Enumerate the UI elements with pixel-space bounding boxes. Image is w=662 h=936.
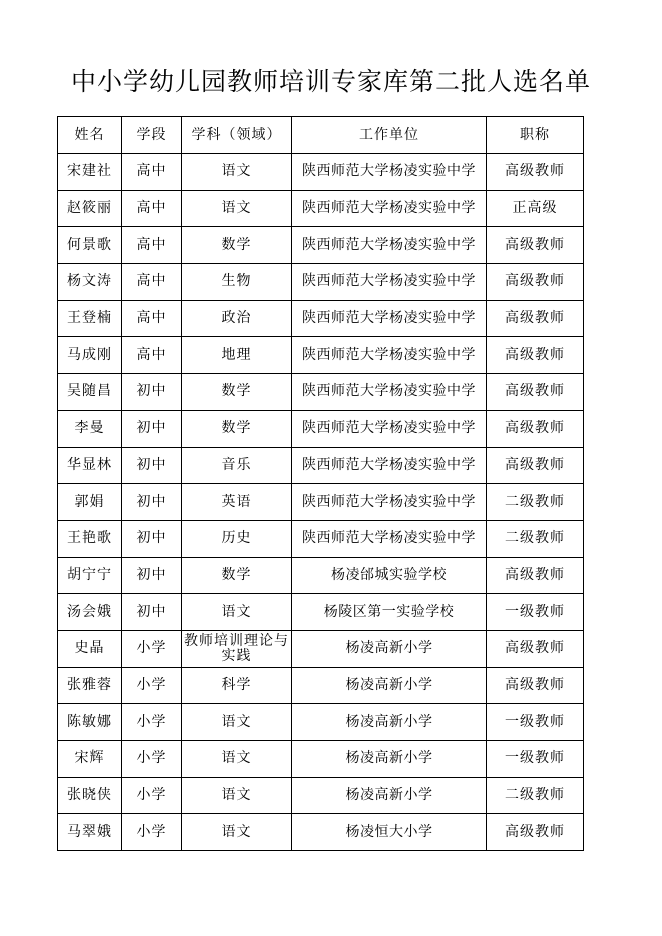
table-row [58,814,584,851]
header-subject: 学科（领域） [182,117,292,154]
table-row [58,704,584,741]
cell-subject: 语文 [182,154,292,191]
cell-stage: 初中 [122,374,182,411]
cell-workplace: 陕西师范大学杨凌实验中学 [292,337,487,374]
cell-name: 马成刚 [58,337,122,374]
cell-subject: 数学 [182,410,292,447]
table-row [58,154,584,191]
cell-title: 高级教师 [487,154,584,191]
table-row [58,264,584,301]
cell-name: 汤会娥 [58,594,122,631]
cell-subject: 数学 [182,557,292,594]
cell-subject: 政治 [182,300,292,337]
cell-workplace: 陕西师范大学杨凌实验中学 [292,447,487,484]
table-row [58,520,584,557]
header-workplace: 工作单位 [292,117,487,154]
cell-stage: 高中 [122,337,182,374]
cell-workplace: 杨凌高新小学 [292,741,487,778]
cell-subject: 音乐 [182,447,292,484]
header-name: 姓名 [58,117,122,154]
cell-workplace: 陕西师范大学杨凌实验中学 [292,520,487,557]
cell-title: 高级教师 [487,557,584,594]
cell-name: 郭娟 [58,484,122,521]
cell-title: 高级教师 [487,814,584,851]
cell-stage: 高中 [122,154,182,191]
cell-stage: 高中 [122,264,182,301]
cell-name: 华显林 [58,447,122,484]
cell-title: 高级教师 [487,227,584,264]
table-header-row [58,117,584,154]
cell-workplace: 杨凌高新小学 [292,630,487,667]
cell-name: 何景歌 [58,227,122,264]
cell-title: 二级教师 [487,484,584,521]
cell-name: 杨文涛 [58,264,122,301]
cell-stage: 初中 [122,484,182,521]
cell-workplace: 陕西师范大学杨凌实验中学 [292,374,487,411]
cell-workplace: 杨凌高新小学 [292,704,487,741]
table-row [58,410,584,447]
cell-name: 陈敏娜 [58,704,122,741]
cell-stage: 高中 [122,190,182,227]
cell-stage: 小学 [122,667,182,704]
cell-name: 马翠娥 [58,814,122,851]
cell-title: 高级教师 [487,337,584,374]
table-row [58,630,584,667]
table-row [58,300,584,337]
cell-workplace: 陕西师范大学杨凌实验中学 [292,227,487,264]
cell-title: 二级教师 [487,777,584,814]
cell-subject: 数学 [182,227,292,264]
cell-name: 史晶 [58,630,122,667]
table-row [58,557,584,594]
cell-title: 高级教师 [487,667,584,704]
cell-subject: 语文 [182,777,292,814]
cell-workplace: 杨凌恒大小学 [292,814,487,851]
table-body [58,154,584,851]
cell-workplace: 杨凌邰城实验学校 [292,557,487,594]
cell-title: 高级教师 [487,374,584,411]
cell-subject: 语文 [182,814,292,851]
cell-name: 张雅蓉 [58,667,122,704]
table-row [58,337,584,374]
cell-title: 高级教师 [487,264,584,301]
cell-workplace: 陕西师范大学杨凌实验中学 [292,264,487,301]
cell-name: 赵筱丽 [58,190,122,227]
header-title: 职称 [487,117,584,154]
cell-workplace: 陕西师范大学杨凌实验中学 [292,484,487,521]
cell-subject: 教师培训理论与实践 [182,630,292,667]
cell-workplace: 陕西师范大学杨凌实验中学 [292,410,487,447]
cell-name: 吴随昌 [58,374,122,411]
cell-title: 高级教师 [487,300,584,337]
cell-workplace: 陕西师范大学杨凌实验中学 [292,154,487,191]
table-row [58,667,584,704]
cell-name: 王登楠 [58,300,122,337]
cell-title: 一级教师 [487,594,584,631]
cell-title: 高级教师 [487,410,584,447]
cell-workplace: 杨凌高新小学 [292,667,487,704]
cell-stage: 小学 [122,741,182,778]
table-row [58,741,584,778]
cell-subject: 地理 [182,337,292,374]
cell-subject: 历史 [182,520,292,557]
cell-name: 宋建社 [58,154,122,191]
cell-stage: 高中 [122,300,182,337]
cell-subject: 科学 [182,667,292,704]
cell-name: 宋辉 [58,741,122,778]
table-row [58,777,584,814]
cell-stage: 小学 [122,704,182,741]
cell-stage: 初中 [122,594,182,631]
table-row [58,190,584,227]
cell-subject: 语文 [182,190,292,227]
cell-title: 高级教师 [487,630,584,667]
cell-stage: 初中 [122,557,182,594]
cell-workplace: 陕西师范大学杨凌实验中学 [292,190,487,227]
cell-stage: 小学 [122,814,182,851]
cell-title: 高级教师 [487,447,584,484]
cell-workplace: 杨陵区第一实验学校 [292,594,487,631]
cell-workplace: 杨凌高新小学 [292,777,487,814]
cell-stage: 小学 [122,777,182,814]
cell-subject: 数学 [182,374,292,411]
cell-workplace: 陕西师范大学杨凌实验中学 [292,300,487,337]
table-row [58,447,584,484]
header-stage: 学段 [122,117,182,154]
table-row [58,374,584,411]
cell-stage: 初中 [122,520,182,557]
cell-stage: 小学 [122,630,182,667]
cell-title: 正高级 [487,190,584,227]
cell-subject: 语文 [182,594,292,631]
table-row [58,594,584,631]
table-row [58,227,584,264]
cell-stage: 初中 [122,410,182,447]
page-title: 中小学幼儿园教师培训专家库第二批人选名单 [70,67,591,96]
cell-title: 一级教师 [487,741,584,778]
table-row [58,484,584,521]
cell-stage: 高中 [122,227,182,264]
cell-stage: 初中 [122,447,182,484]
cell-name: 李曼 [58,410,122,447]
cell-subject: 英语 [182,484,292,521]
cell-title: 二级教师 [487,520,584,557]
cell-subject: 生物 [182,264,292,301]
cell-subject: 语文 [182,741,292,778]
cell-name: 胡宁宁 [58,557,122,594]
cell-name: 张晓侠 [58,777,122,814]
cell-subject: 语文 [182,704,292,741]
cell-title: 一级教师 [487,704,584,741]
cell-name: 王艳歌 [58,520,122,557]
roster-table [57,116,584,851]
